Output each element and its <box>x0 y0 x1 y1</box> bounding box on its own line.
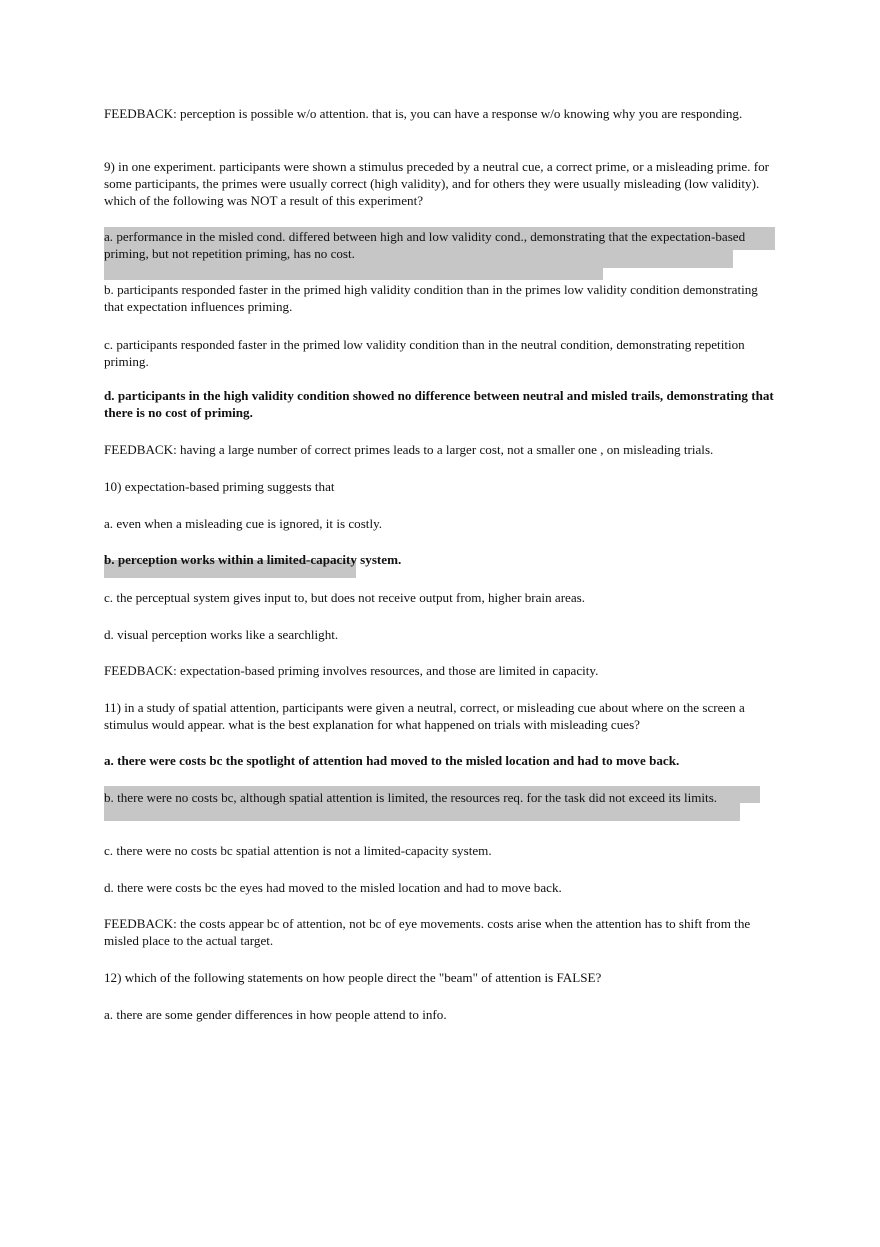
highlight-q9a-line3 <box>104 268 603 280</box>
question-10: 10) expectation-based priming suggests that <box>104 479 335 494</box>
feedback-q10: FEEDBACK: expectation-based priming involves resources, and those are limited in capacity. <box>104 663 599 678</box>
feedback-q9: FEEDBACK: having a large number of correct primes leads to a larger cost, not a smaller one , on misleading trials. <box>104 442 714 457</box>
question-10-option-c: c. the perceptual system gives input to, but does not receive output from, higher brain areas. <box>104 590 586 605</box>
feedback-q11: FEEDBACK: the costs appear bc of attention, not bc of eye movements. costs arise when the attention has to shift from the misled place to the actual target. <box>104 916 751 948</box>
question-11-option-a-answer: a. there were costs bc the spotlight of attention had moved to the misled location and had to move back. <box>104 753 680 768</box>
feedback-q8: FEEDBACK: perception is possible w/o attention. that is, you can have a response w/o knowing why you are responding. <box>104 106 743 121</box>
question-12: 12) which of the following statements on how people direct the "beam" of attention is FALSE? <box>104 970 602 985</box>
question-10-option-d: d. visual perception works like a searchlight. <box>104 627 339 642</box>
question-9-option-a: a. performance in the misled cond. differed between high and low validity cond., demonstrating that the expectation-based priming, but not repetition priming, has no cost. <box>104 229 746 261</box>
question-9-option-c: c. participants responded faster in the primed low validity condition than in the neutral condition, demonstrating repetition priming. <box>104 337 745 369</box>
question-9-option-b: b. participants responded faster in the primed high validity condition than in the primes low validity condition demonstrating that expectation influences priming. <box>104 282 758 314</box>
question-10-option-a: a. even when a misleading cue is ignored, it is costly. <box>104 516 383 531</box>
question-11: 11) in a study of spatial attention, participants were given a neutral, correct, or misleading cue about where on the screen a stimulus would appear. what is the best explanation for what happened on trials with misleading cues? <box>104 700 745 732</box>
question-11-option-b: b. there were no costs bc, although spatial attention is limited, the resources req. for the task did not exceed its limits. <box>104 790 718 805</box>
question-9: 9) in one experiment. participants were shown a stimulus preceded by a neutral cue, a correct prime, or a misleading prime. for some participants, the primes were usually correct (high validity), and for others they were usually misleading (low validity). which of the following was NOT a result of this experiment? <box>104 159 769 208</box>
question-12-option-a: a. there are some gender differences in how people attend to info. <box>104 1007 447 1022</box>
question-11-option-d: d. there were costs bc the eyes had moved to the misled location and had to move back. <box>104 880 562 895</box>
question-9-option-d-answer: d. participants in the high validity condition showed no difference between neutral and misled trails, demonstrating that there is no cost of priming. <box>104 388 774 420</box>
question-10-option-b-answer: b. perception works within a limited-capacity system. <box>104 552 402 567</box>
question-11-option-c: c. there were no costs bc spatial attention is not a limited-capacity system. <box>104 843 492 858</box>
